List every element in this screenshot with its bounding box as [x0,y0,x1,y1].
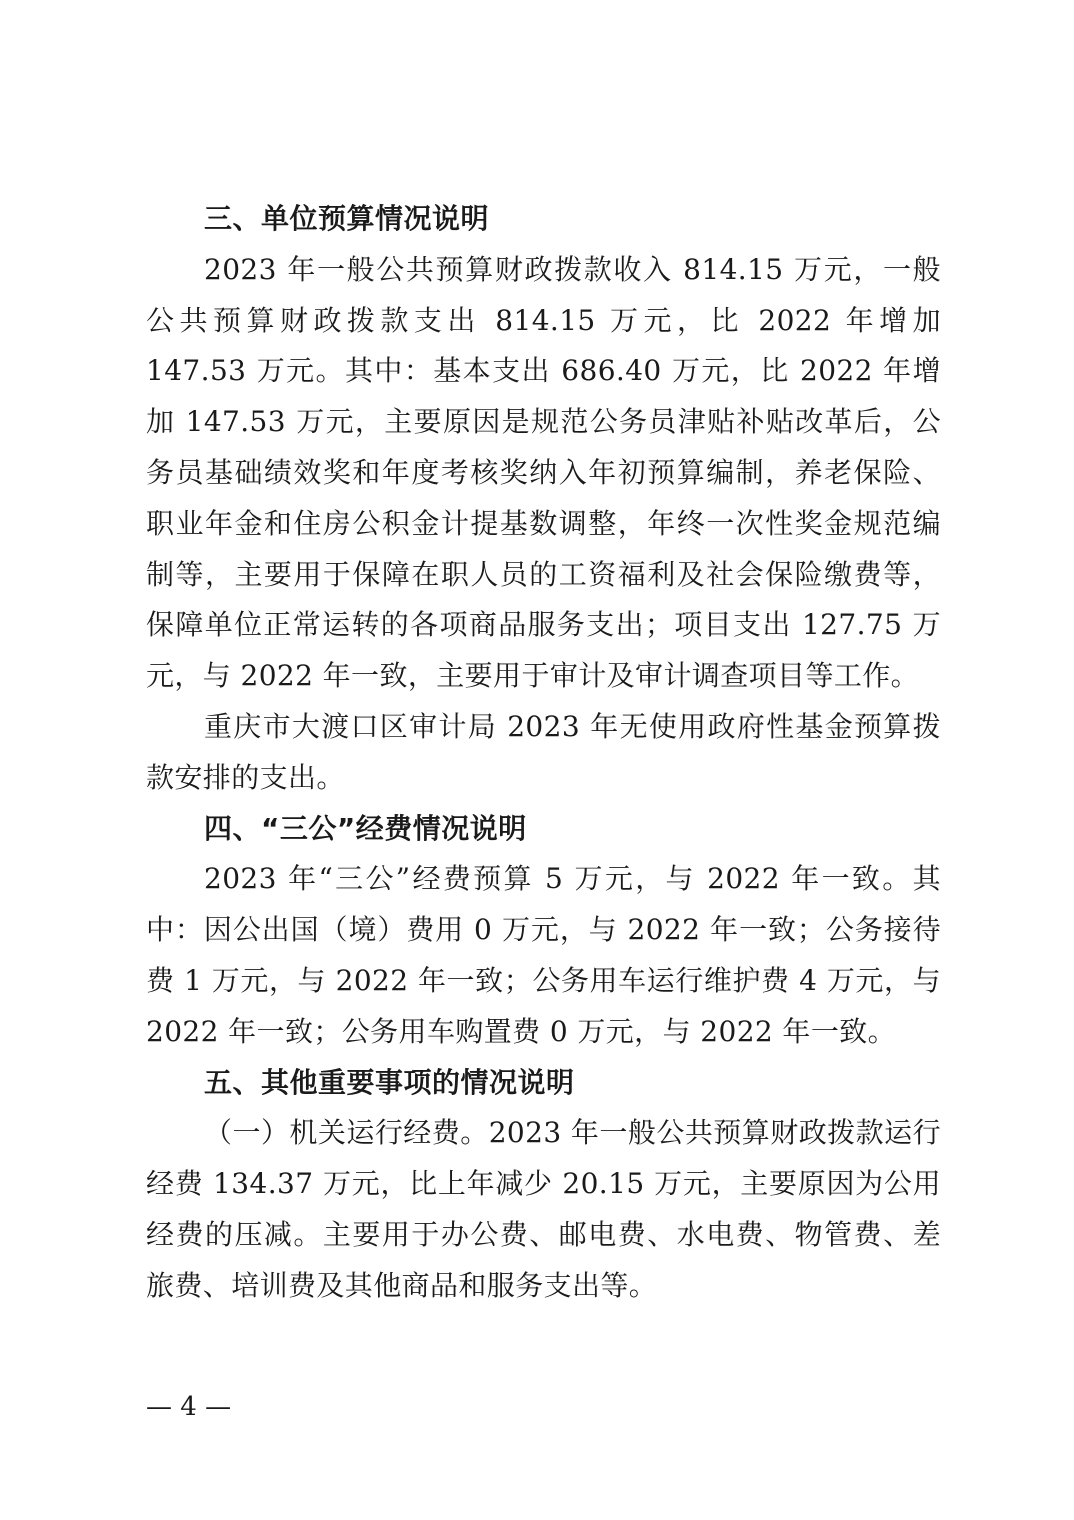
paragraph-budget-revenue-expenditure: 2023 年一般公共预算财政拨款收入 814.15 万元，一般公共预算财政拨款支出 814.15 万元，比 2022 年增加 147.53 万元。其中：基本支出 686.40 万元，比 2022 年增加 147.53 万元，主要原因是规范公务员津贴补贴改革后，公务员基础绩效奖和年度考核奖纳入年初预算编制，养老保险、职业年金和住房公积金计提基数调整，年终一次性奖金规范编制等，主要用于保障在职人员的工资福利及社会保险缴费等，保障单位正常运转的各项商品服务支出；项目支出 127.75 万元，与 2022 年一致，主要用于审计及审计调查项目等工作。 [146,252,941,693]
section-heading-three-public-funds: 四、“三公”经费情况说明 [204,811,527,845]
section-heading-unit-budget: 三、单位预算情况说明 [204,202,490,235]
paragraph-government-fund: 重庆市大渡口区审计局 2023 年无使用政府性基金预算拨款安排的支出。 [146,709,941,794]
paragraph-operating-funds: （一）机关运行经费。2023 年一般公共预算财政拨款运行经费 134.37 万元，比上年减少 20.15 万元，主要原因为公用经费的压减。主要用于办公费、邮电费、水电费、物管费、差旅费、培训费及其他商品和服务支出等。 [146,1116,941,1302]
section-heading-other-matters: 五、其他重要事项的情况说明 [204,1065,575,1099]
page-number: — 4 — [146,1392,232,1422]
page-content [146,194,941,1312]
paragraph-three-public-funds: 2023 年“三公”经费预算 5 万元，与 2022 年一致。其中：因公出国（境）费用 0 万元，与 2022 年一致；公务接待费 1 万元，与 2022 年一致；公务用车运行维护费 4 万元，与 2022 年一致；公务用车购置费 0 万元，与 2022 年一致。 [146,862,941,1048]
